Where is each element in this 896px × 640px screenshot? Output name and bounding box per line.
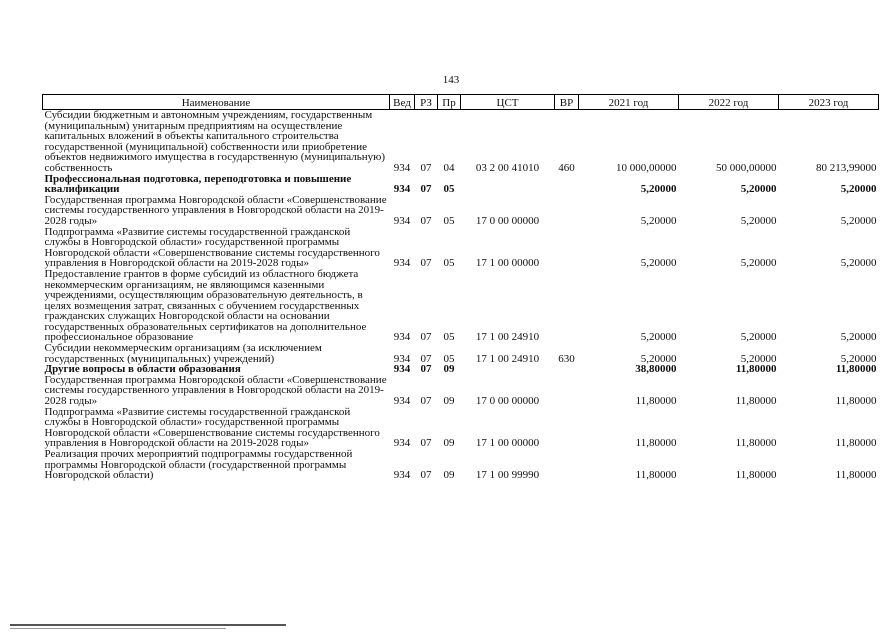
cell-name: Профессиональная подготовка, переподготовка и повышение квалификации (44, 172, 352, 196)
cell-name: Подпрограмма «Развитие системы государственной гражданской службы в Новгородской области» государственной программы Новгородской области «Совершенствование системы государственного управления в Новгородской области на 2019-2028 годы» (44, 225, 380, 270)
cell-vr (555, 227, 579, 269)
header-name: Наименование (43, 95, 390, 110)
cell-2023: 5,20000 (840, 257, 877, 270)
cell-rz: 07 (420, 352, 432, 365)
cell-name: Субсидии некоммерческим организациям (за исключением государственных (муниципальных) учреждений) (44, 342, 322, 365)
cell-pr: 05 (443, 352, 455, 365)
cell-2022: 11,80000 (735, 363, 777, 376)
cell-2022: 11,80000 (735, 437, 777, 450)
table-row (43, 195, 879, 227)
cell-2022: 5,20000 (740, 331, 777, 344)
cell-cst: 03 2 00 41010 (475, 161, 540, 174)
cell-cst (461, 174, 555, 195)
cell-rz: 07 (420, 331, 432, 344)
cell-cst (461, 364, 555, 375)
cell-cst: 17 1 00 00000 (475, 257, 540, 270)
cell-2023: 11,80000 (835, 469, 877, 482)
cell-rz: 07 (420, 437, 432, 450)
cell-ved: 934 (393, 161, 411, 174)
header-2022: 2022 год (679, 95, 779, 110)
header-cst: ЦСТ (461, 95, 555, 110)
cell-pr: 05 (443, 183, 455, 196)
cell-cst: 17 1 00 24910 (475, 352, 540, 365)
cell-2021: 5,20000 (640, 331, 677, 344)
header-pr: Пр (438, 95, 461, 110)
table-row (43, 375, 879, 407)
cell-ved: 934 (393, 331, 411, 344)
cell-rz: 07 (420, 469, 432, 482)
cell-2021: 5,20000 (640, 183, 677, 196)
cell-2021: 11,80000 (635, 437, 677, 450)
cell-2022: 5,20000 (740, 257, 777, 270)
cell-2022: 5,20000 (740, 214, 777, 227)
header-ved: Вед (390, 95, 415, 110)
cell-rz: 07 (420, 395, 432, 408)
header-vr: ВР (555, 95, 579, 110)
cell-vr (555, 364, 579, 375)
cell-rz: 07 (420, 363, 432, 376)
cell-2023: 11,80000 (835, 363, 877, 376)
cell-ved: 934 (393, 437, 411, 450)
cell-2021: 11,80000 (635, 395, 677, 408)
cell-2021: 5,20000 (640, 214, 677, 227)
table-row (43, 407, 879, 449)
page-number: 143 (442, 74, 460, 86)
cell-2023: 5,20000 (840, 352, 877, 365)
footer-rule (10, 624, 286, 626)
table-row (43, 227, 879, 269)
footer-rule-thin (10, 628, 226, 629)
cell-2022: 11,80000 (735, 395, 777, 408)
cell-vr (555, 195, 579, 227)
cell-rz: 07 (420, 214, 432, 227)
header-rz: РЗ (415, 95, 438, 110)
cell-rz: 07 (420, 161, 432, 174)
table-row (43, 110, 879, 174)
cell-name: Подпрограмма «Развитие системы государственной гражданской службы в Новгородской области» государственной программы Новгородской области «Совершенствование системы государственного управления в Новгородской области на 2019-2028 годы» (44, 405, 380, 450)
cell-2022: 11,80000 (735, 469, 777, 482)
header-2023: 2023 год (779, 95, 879, 110)
cell-name: Реализация прочих мероприятий подпрограммы государственной программы Новгородской области (государственной программы Новгородской области) (44, 448, 353, 482)
cell-2022: 5,20000 (740, 352, 777, 365)
cell-2023: 11,80000 (835, 437, 877, 450)
table-row (43, 174, 879, 195)
cell-pr: 09 (443, 363, 455, 376)
cell-2023: 80 213,99000 (816, 161, 877, 174)
cell-pr: 09 (443, 469, 455, 482)
cell-2023: 5,20000 (840, 214, 877, 227)
cell-2021: 10 000,00000 (616, 161, 677, 174)
header-2021: 2021 год (579, 95, 679, 110)
cell-cst: 17 1 00 99990 (475, 469, 540, 482)
cell-rz: 07 (420, 183, 432, 196)
cell-2023: 5,20000 (840, 331, 877, 344)
budget-table (42, 94, 879, 481)
cell-name: Государственная программа Новгородской области «Совершенствование системы государственного управления в Новгородской области на 2019-2028 годы» (44, 193, 387, 227)
cell-ved: 934 (393, 469, 411, 482)
cell-cst: 17 0 00 00000 (475, 214, 540, 227)
cell-2021: 11,80000 (635, 469, 677, 482)
cell-vr (555, 269, 579, 343)
cell-ved: 934 (393, 183, 411, 196)
cell-vr (555, 407, 579, 449)
cell-cst: 17 1 00 00000 (475, 437, 540, 450)
header-row (43, 95, 879, 110)
cell-ved: 934 (393, 257, 411, 270)
cell-vr: 460 (558, 161, 575, 174)
table-row (43, 269, 879, 343)
cell-2021: 5,20000 (640, 352, 677, 365)
cell-name: Государственная программа Новгородской области «Совершенствование системы государственного управления в Новгородской области на 2019-2028 годы» (44, 373, 387, 408)
cell-pr: 09 (443, 437, 455, 450)
cell-ved: 934 (393, 352, 411, 365)
cell-ved: 934 (393, 214, 411, 227)
cell-pr: 05 (443, 257, 455, 270)
cell-2023: 11,80000 (835, 395, 877, 408)
cell-ved: 934 (393, 363, 411, 376)
cell-name: Предоставление грантов в форме субсидий из областного бюджета некоммерческим организациям, не являющимся казенными учреждениями, осуществляющим образовательную деятельность, в целях возмещения затрат, связанных с обучением государственных гражданских служащих Новгородской области на основании государственных образовательных сертификатов на дополнительное профессиональное образование (44, 267, 367, 344)
cell-cst: 17 1 00 24910 (475, 331, 540, 344)
cell-ved: 934 (393, 395, 411, 408)
cell-pr: 05 (443, 214, 455, 227)
cell-name: Другие вопросы в области образования (44, 363, 241, 376)
cell-2022: 50 000,00000 (716, 161, 777, 174)
cell-2021: 38,80000 (635, 363, 677, 376)
cell-cst: 17 0 00 00000 (475, 395, 540, 408)
cell-pr: 04 (443, 161, 455, 174)
cell-2023: 5,20000 (840, 183, 877, 196)
cell-2022: 5,20000 (740, 183, 777, 196)
table-row (43, 449, 879, 481)
cell-pr: 09 (443, 395, 455, 408)
cell-2021: 5,20000 (640, 257, 677, 270)
cell-name: Субсидии бюджетным и автономным учреждениям, государственным (муниципальным) унитарным предприятиям на осуществление капитальных вложений в объекты капитального строительства государственной (муниципальной) собственности или приобретение объектов недвижимого имущества в государственную (муниципальную) собственность (44, 109, 386, 174)
cell-pr: 05 (443, 331, 455, 344)
cell-vr (555, 174, 579, 195)
cell-rz: 07 (420, 257, 432, 270)
table-row (43, 343, 879, 364)
cell-vr (555, 375, 579, 407)
cell-vr (555, 449, 579, 481)
cell-vr: 630 (558, 352, 575, 365)
